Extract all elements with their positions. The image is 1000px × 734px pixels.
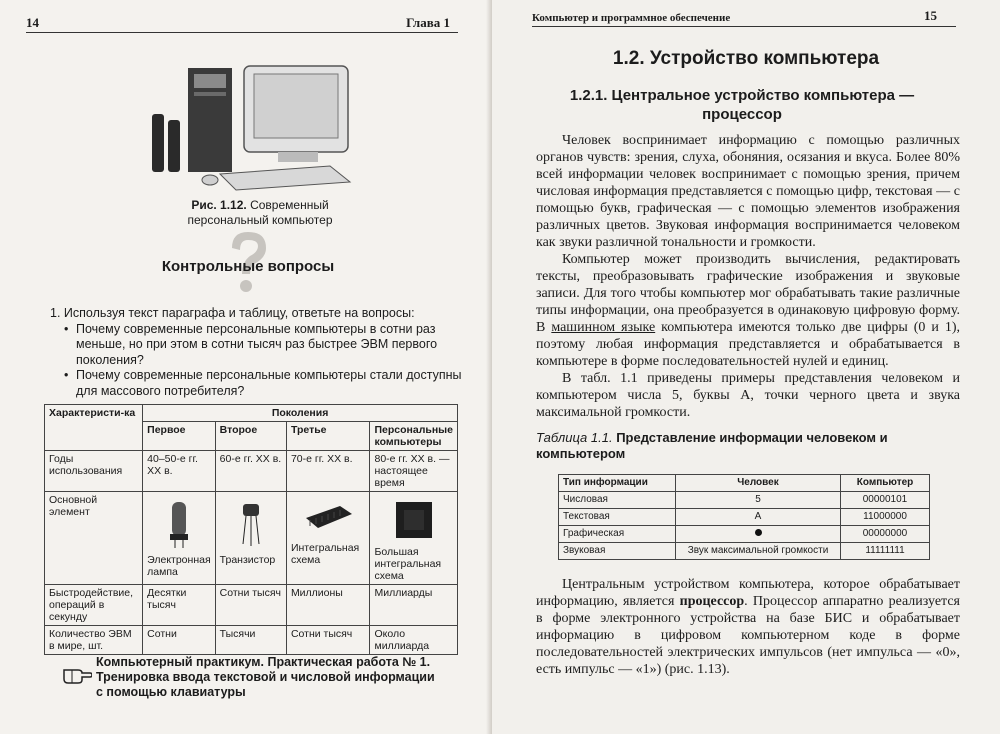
table-cell: Тысячи <box>215 626 286 655</box>
table-corner: Характеристи-ка <box>45 405 143 451</box>
lsi-chip-icon <box>392 498 436 542</box>
table-cell: 70-е гг. XX в. <box>286 451 370 492</box>
table-cell: Сотни тысяч <box>215 585 286 626</box>
figure-caption-label: Рис. 1.12. <box>191 198 247 212</box>
table-cell: 11000000 <box>841 509 930 526</box>
table-cell: 11111111 <box>841 543 930 560</box>
information-representation-table <box>558 474 930 560</box>
table-cell: 00000101 <box>841 492 930 509</box>
section-title: 1.2. Устройство компьютера <box>612 48 880 69</box>
paragraph: В табл. 1.1 приведены примеры представления человеком и компьютером числа 5, буквы А, точки черного цвета и звука максимальной громкости. <box>536 371 960 420</box>
vacuum-tube-icon <box>166 498 192 550</box>
paragraph-part: Центральным устройством компьютера, которое обрабатывает информацию, является <box>536 577 960 609</box>
personal-computer-illustration <box>150 62 360 192</box>
table-caption-text: Представление информации человеком и компьютером <box>536 430 888 461</box>
left-page-number: 14 <box>26 15 39 30</box>
question-lead: 1. Используя текст параграфа и таблицу, ответьте на вопросы: <box>50 306 415 320</box>
table-cell: Сотни тысяч <box>286 626 370 655</box>
table-cell-lsi-chip <box>370 492 458 585</box>
table-row <box>559 509 930 526</box>
table-row <box>559 526 930 543</box>
table-caption-label: Таблица 1.1. <box>536 430 613 445</box>
element-name: Большая интегральная схема <box>374 546 442 582</box>
table-cell: Звук максимальной громкости <box>676 543 841 560</box>
table-column-header: Человек <box>676 475 841 492</box>
table-row <box>45 451 458 492</box>
body-text-block <box>536 132 960 421</box>
table-row <box>45 492 458 585</box>
table-cell-integrated-circuit <box>286 492 370 585</box>
element-name: Интегральная схема <box>290 542 360 566</box>
row-label: Количество ЭВМ в мире, шт. <box>45 626 143 655</box>
table-cell: Числовая <box>559 492 676 509</box>
table-cell-transistor <box>215 492 286 585</box>
table-cell: А <box>676 509 841 526</box>
underlined-term: машинном языке <box>551 320 656 335</box>
transistor-icon <box>238 498 264 550</box>
body-text-block <box>536 576 960 678</box>
right-page-header <box>532 12 956 27</box>
left-page-header <box>26 14 458 33</box>
generations-table <box>44 404 458 655</box>
paragraph-part: компьютера имеются только две цифры (0 и 1), поэтому любая информация представляется и обрабатывается в компьютере в форме последовательностей нулей и единиц. <box>536 320 961 369</box>
table-column-header: Первое <box>143 422 216 451</box>
question-item: • Почему современные персональные компьютеры в сотни раз меньше, но при этом в сотни тысяч раз быстрее ЭВМ первого поколения? <box>76 322 480 369</box>
paragraph-part: Компьютер может производить вычисления, редактировать тексты, преобразовывать графические изображения и звуковые записи. Для того чтобы компьютер мог обрабатывать такие различные типы информации, она преобразуется в одинаковую цифровую форму. В <box>536 252 960 335</box>
table-column-header: Второе <box>215 422 286 451</box>
row-label: Быстродействие, операций в секунду <box>45 585 143 626</box>
questions-block <box>50 306 480 399</box>
paragraph <box>536 251 960 370</box>
table-cell: Текстовая <box>559 509 676 526</box>
table-column-header: Тип информации <box>559 475 676 492</box>
section-title-review-questions: Контрольные вопросы <box>161 258 335 275</box>
table-row <box>45 585 458 626</box>
paragraph-part: . Процессор аппаратно реализуется в форме электронного устройства на базе БИС и обрабатывает информацию в цифровом компьютерном коде в форме последовательностей электрических импульсов (нет импульса — «0», есть импульс — «1») (рис. 1.13). <box>536 594 960 677</box>
left-page <box>0 0 492 734</box>
table-cell-black-dot <box>676 526 841 543</box>
table-cell: Десятки тысяч <box>143 585 216 626</box>
element-name: Транзистор <box>219 554 276 566</box>
table-cell: 80-е гг. XX в. — настоящее время <box>370 451 458 492</box>
table-cell: Миллиарды <box>370 585 458 626</box>
table-cell: Около миллиарда <box>370 626 458 655</box>
computer-practicum-note: Компьютерный практикум. Практическая работа № 1. Тренировка ввода текстовой и числовой информации с помощью клавиатуры <box>96 655 435 699</box>
table-column-header: Третье <box>286 422 370 451</box>
table-column-header: Персональные компьютеры <box>370 422 458 451</box>
right-page <box>492 0 1000 734</box>
pointing-hand-icon <box>62 662 92 684</box>
table-row <box>45 626 458 655</box>
table-cell: Графическая <box>559 526 676 543</box>
table-cell: Звуковая <box>559 543 676 560</box>
table-cell: 00000000 <box>841 526 930 543</box>
bold-term: процессор <box>679 594 745 609</box>
table-cell: Миллионы <box>286 585 370 626</box>
figure-caption <box>160 198 360 228</box>
chapter-label: Глава 1 <box>406 15 450 30</box>
table-cell-vacuum-tube <box>143 492 216 585</box>
table-cell: Сотни <box>143 626 216 655</box>
table-column-header: Компьютер <box>841 475 930 492</box>
paragraph: Человек воспринимает информацию с помощью различных органов чувств: зрения, слуха, обоняния, осязания и вкуса. Более 80% всей информации человек воспринимает с помощью зрения, причем числовая информация представляется с помощью цифр, текстовая — с помощью букв, графическая — с помощью элементов изображения различных цветов. Звуковая информация воспринимается человеком как звуки различной тональности и громкости. <box>536 133 960 250</box>
running-header: Компьютер и программное обеспечение <box>532 12 731 24</box>
paragraph <box>536 576 960 678</box>
table-row <box>559 543 930 560</box>
row-label: Основной элемент <box>45 492 143 585</box>
table-row <box>559 492 930 509</box>
figure-caption-text: Современный персональный компьютер <box>187 198 333 227</box>
question-item: • Почему современные персональные компьютеры стали доступны для массового потребителя? <box>76 368 480 399</box>
element-name: Электронная лампа <box>147 554 211 578</box>
table-cell: 60-е гг. XX в. <box>215 451 286 492</box>
subsection-title: 1.2.1. Центральное устройство компьютера — процессор <box>569 87 915 123</box>
integrated-circuit-icon <box>300 498 356 538</box>
table-cell: 40–50-е гг. XX в. <box>143 451 216 492</box>
table-cell: 5 <box>676 492 841 509</box>
row-label: Годы использования <box>45 451 143 492</box>
black-dot-icon <box>755 529 762 536</box>
right-page-number: 15 <box>924 8 937 23</box>
table-caption <box>536 430 956 462</box>
table-group-header: Поколения <box>143 405 458 422</box>
